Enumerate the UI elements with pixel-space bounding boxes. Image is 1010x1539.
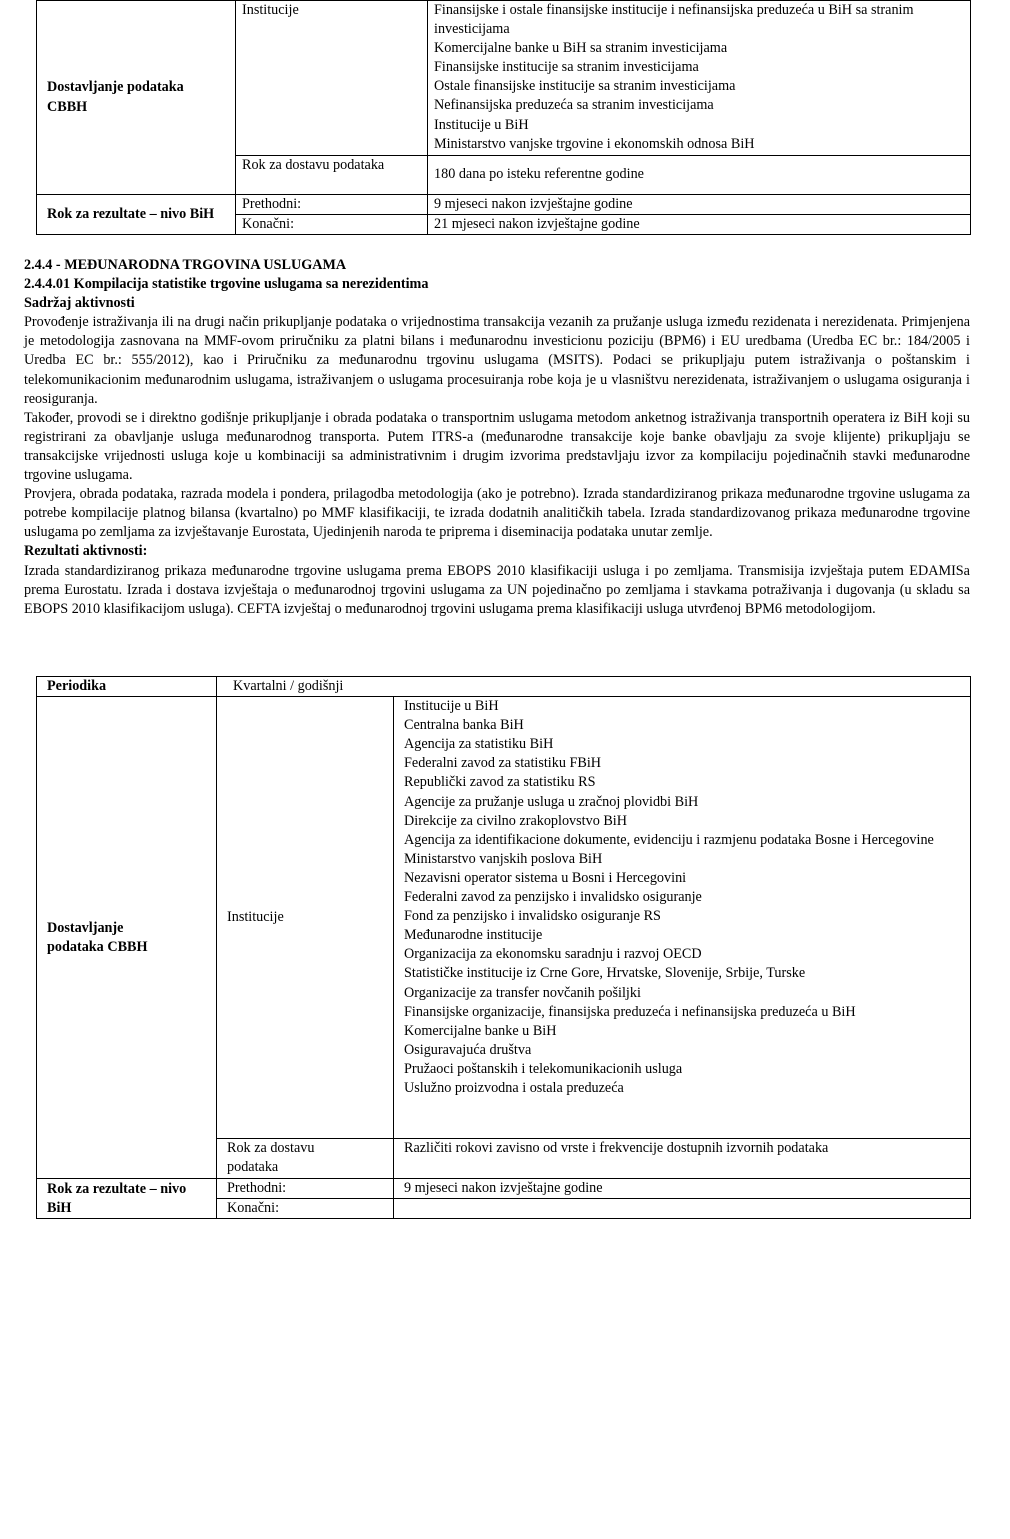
institutions-label: Institucije — [217, 697, 394, 1139]
list-item: Komercijalne banke u BiH — [404, 1022, 557, 1039]
list-item: Agencije za pružanje usluga u zračnoj plovidbi BiH — [404, 793, 699, 810]
final-value — [394, 1199, 971, 1219]
list-item: Direkcije za civilno zrakoplovstvo BiH — [404, 812, 627, 829]
list-item: Institucije u BiH — [434, 116, 529, 133]
list-item: Organizacija za ekonomsku saradnju i razvoj OECD — [404, 946, 702, 963]
preliminary-value: 9 mjeseci nakon izvještajne godine — [394, 1179, 971, 1199]
subsection-heading: 2.4.4.01 Kompilacija statistike trgovine uslugama sa nerezidentima — [24, 276, 429, 293]
list-item: Finansijske organizacije, finansijska preduzeća i nefinansijska preduzeća u BiH — [404, 1003, 856, 1020]
delivery-label: Dostavljanje podataka CBBH — [37, 697, 217, 1179]
list-item: Fond za penzijsko i invalidsko osiguranje RS — [404, 908, 661, 925]
list-item: Organizacije za transfer novčanih pošiljki — [404, 984, 641, 1001]
list-item: Institucije u BiH — [404, 698, 499, 715]
paragraph: Izrada standardiziranog prikaza međunarodne trgovine uslugama prema EBOPS 2010 klasifikaciji usluga i po zemljama. Transmisija izvještaja putem EDAMISa prema Eurostatu. Izrada i dostava izvještaja o međunarodnoj trgovini uslugama za UN pojedinačno po zemljama i stavkama potraživanja i dugovanja (u skladu sa EBOPS 2010 klasifikacijom usluga). CEFTA izvještaj o međunarodnoj trgovini uslugama prema klasifikaciji usluga utvrđenoj BPM6 metodologijom. — [24, 562, 970, 617]
section-body — [24, 256, 970, 619]
deadline-label: Rok za dostavu podataka — [236, 156, 428, 195]
list-item: Agencija za identifikacione dokumente, evidenciju i razmjenu podataka Bosne i Hercegovine — [404, 831, 934, 848]
periodicity-value: Kvartalni / godišnji — [217, 677, 971, 697]
list-item: Agencija za statistiku BiH — [404, 736, 554, 753]
institutions-list — [394, 697, 971, 1139]
final-value: 21 mjeseci nakon izvještajne godine — [428, 215, 971, 235]
list-item: Statističke institucije iz Crne Gore, Hrvatske, Slovenije, Srbije, Turske — [404, 965, 806, 982]
final-label: Konačni: — [217, 1199, 394, 1219]
periodicity-label: Periodika — [37, 677, 217, 697]
paragraph: Također, provodi se i direktno godišnje prikupljanje i obrada podataka o transportnim uslugama metodom anketnog istraživanja transportnih operatera iz BiH koji su registrirani za obavljanje usluga međunarodnog transporta. Putem ITRS-a (međunarodne transakcije koje banke obavljaju za svoje klijente) prikupljaju se transakcijske vrijednosti usluga koje u kombinaciji sa administrativnim i drugim izvorima predstavljaju izvor za kompilaciju pojedinačnih stavki međunarodne trgovine uslugama. — [24, 409, 970, 484]
institutions-label: Institucije — [236, 1, 428, 156]
list-item: Međunarodne institucije — [404, 927, 543, 944]
list-item: Republički zavod za statistiku RS — [404, 774, 596, 791]
list-item: Pružaoci poštanskih i telekomunikacionih usluga — [404, 1060, 683, 1077]
final-label: Konačni: — [236, 215, 428, 235]
list-item: Ministarstvo vanjskih poslova BiH — [404, 850, 603, 867]
preliminary-value: 9 mjeseci nakon izvještajne godine — [428, 195, 971, 215]
list-item: Nezavisni operator sistema u Bosni i Hercegovini — [404, 869, 687, 886]
sources-table-top — [36, 0, 971, 235]
institutions-list — [428, 1, 971, 156]
list-item: Finansijske institucije sa stranim investicijama — [434, 59, 699, 76]
results-label: Rok za rezultate – nivo BiH — [37, 1179, 217, 1219]
results-label: Rok za rezultate – nivo BiH — [37, 195, 236, 235]
list-item: Nefinansijska preduzeća sa stranim investicijama — [434, 97, 714, 114]
deadline-label: Rok za dostavu podataka — [217, 1139, 394, 1179]
list-item: Ostale finansijske institucije sa stranim investicijama — [434, 78, 736, 95]
content-heading: Sadržaj aktivnosti — [24, 295, 135, 312]
deadline-value: Različiti rokovi zavisno od vrste i frekvencije dostupnih izvornih podataka — [394, 1139, 971, 1179]
list-item: Centralna banka BiH — [404, 717, 524, 734]
section-heading: 2.4.4 - MEĐUNARODNA TRGOVINA USLUGAMA — [24, 257, 347, 273]
list-item: Ministarstvo vanjske trgovine i ekonomskih odnosa BiH — [434, 135, 755, 152]
results-heading: Rezultati aktivnosti: — [24, 543, 148, 560]
deadline-value: 180 dana po isteku referentne godine — [428, 156, 971, 195]
list-item: Komercijalne banke u BiH sa stranim investicijama — [434, 40, 728, 57]
list-item: Federalni zavod za statistiku FBiH — [404, 755, 602, 772]
paragraph: Provođenje istraživanja ili na drugi način prikupljanje podataka o vrijednostima transakcija vezanih za pružanje usluga između rezidenata i nerezidenata. Primjenjena je metodologija zasnovana na MMF-ovom priručniku za platni bilans i međunarodnu investicionu poziciju (BPM6) i EU uredbama (Uredba EC br.: 184/2005 i Uredba EC br.: 555/2012), kao i Priručniku za međunarodnu trgovinu uslugama (MSITS). Podaci se prikupljaju putem istraživanja o poštanskim i telekomunikacionim međunarodnim uslugama, istraživanjem o uslugama procesuiranja robe koja je u vlasništvu nerezidenata, istraživanjem o uslugama osiguranja i reosiguranja. — [24, 314, 970, 407]
paragraph: Provjera, obrada podataka, razrada modela i pondera, prilagodba metodologija (ako je potrebno). Izrada standardiziranog prikaza međunarodne trgovine uslugama za potrebe kompilacije platnog bilansa (kvartalno) po MMF klasifikaciji, te izrada dodatnih analitičkih tabela. Izrada standardizovanog prikaza međunarodne trgovine uslugama po zemljama za izvještavanje Eurostata, Ujedinjenih naroda te priprema i diseminacija podataka unutar zemlje. — [24, 486, 970, 541]
list-item: Finansijske i ostale finansijske institucije i nefinansijska preduzeća u BiH sa stranim investicijama — [434, 2, 914, 38]
list-item: Federalni zavod za penzijsko i invalidsko osiguranje — [404, 889, 702, 906]
preliminary-label: Prethodni: — [236, 195, 428, 215]
preliminary-label: Prethodni: — [217, 1179, 394, 1199]
list-item: Osiguravajuća društva — [404, 1041, 532, 1058]
sources-table — [36, 676, 971, 1219]
list-item: Uslužno proizvodna i ostala preduzeća — [404, 1079, 624, 1096]
delivery-label: Dostavljanje podataka CBBH — [37, 1, 236, 195]
